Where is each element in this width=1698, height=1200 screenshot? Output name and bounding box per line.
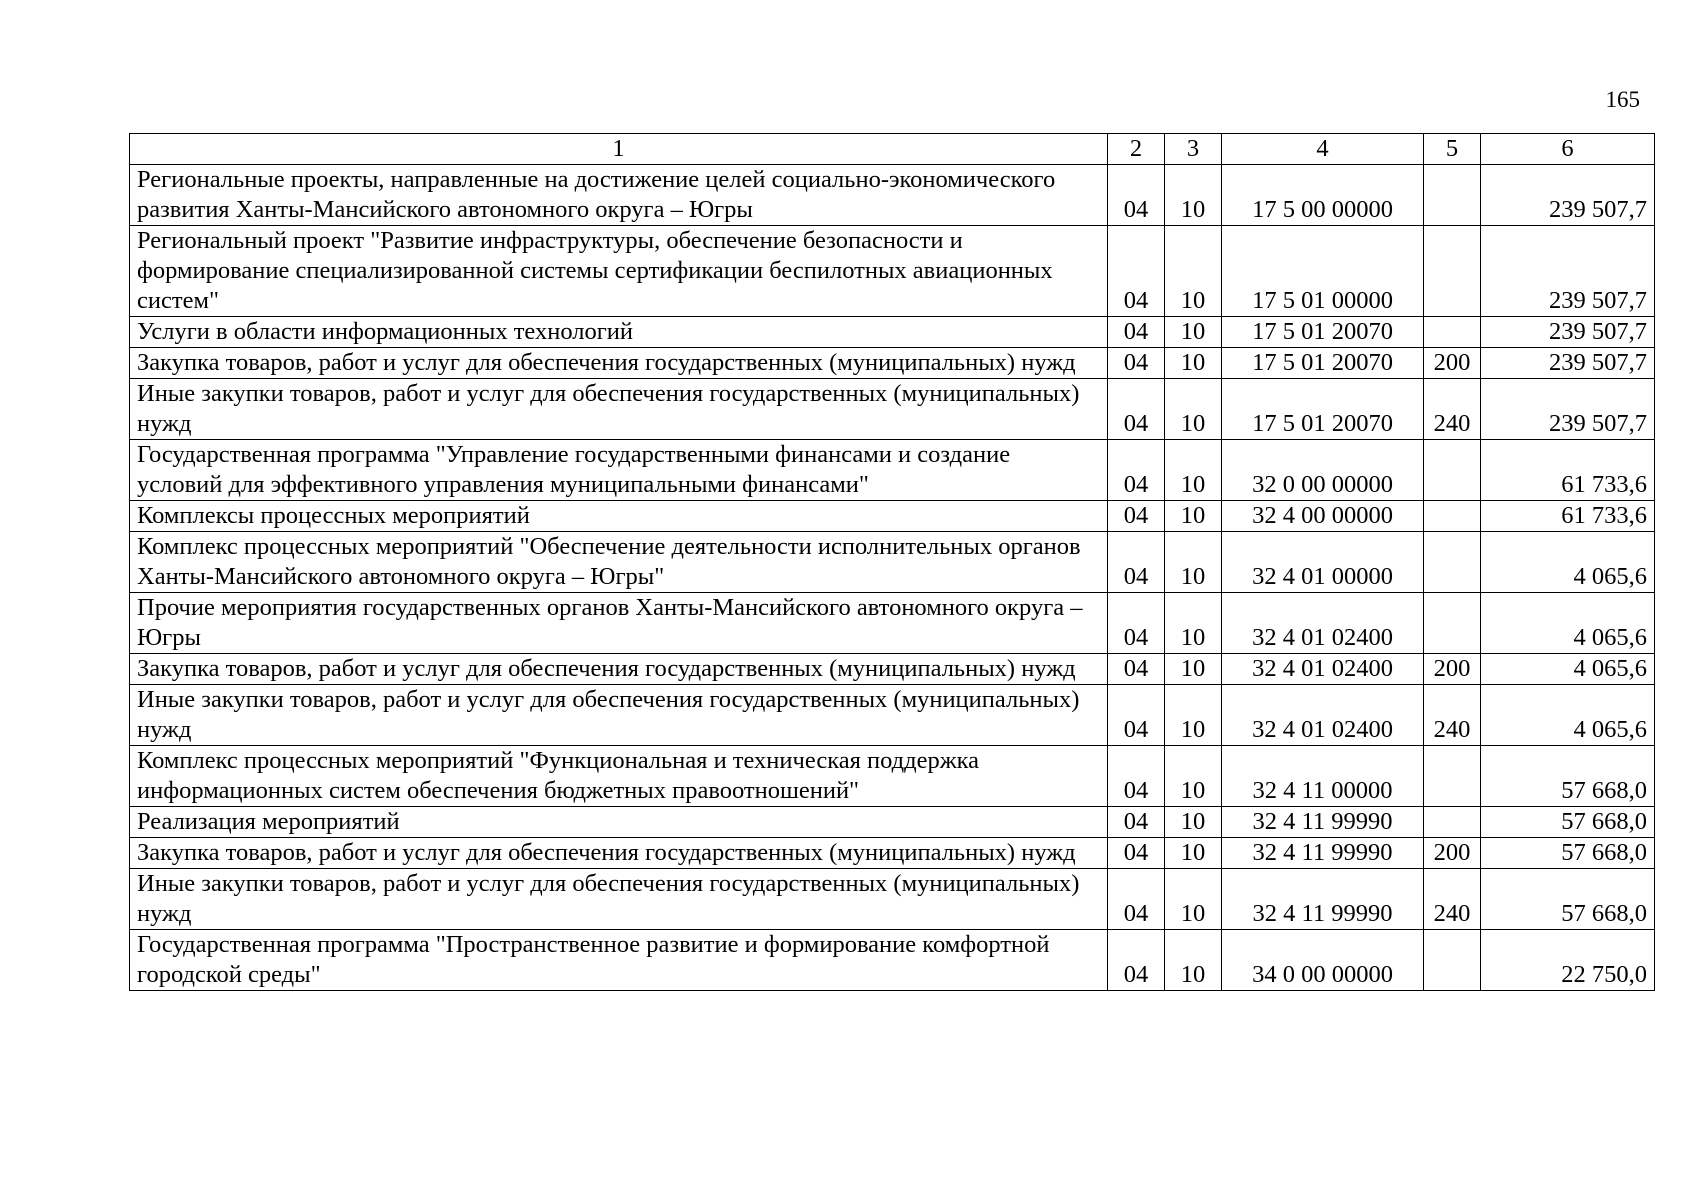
expense-type-code-cell <box>1424 746 1481 807</box>
section-code-cell: 04 <box>1108 440 1165 501</box>
header-cell: 4 <box>1222 134 1424 165</box>
item-name-cell: Государственная программа "Пространственное развитие и формирование комфортной городской среды" <box>130 930 1108 991</box>
item-name-cell: Региональные проекты, направленные на достижение целей социально-экономического развития Ханты-Мансийского автономного округа – Югры <box>130 165 1108 226</box>
target-article-code-cell: 34 0 00 00000 <box>1222 930 1424 991</box>
amount-cell: 4 065,6 <box>1481 685 1655 746</box>
amount-cell: 57 668,0 <box>1481 838 1655 869</box>
header-row <box>130 134 1655 165</box>
item-name-cell: Закупка товаров, работ и услуг для обеспечения государственных (муниципальных) нужд <box>130 654 1108 685</box>
amount-cell: 57 668,0 <box>1481 869 1655 930</box>
subsection-code-cell: 10 <box>1165 532 1222 593</box>
subsection-code-cell: 10 <box>1165 226 1222 317</box>
target-article-code-cell: 32 4 11 99990 <box>1222 807 1424 838</box>
section-code-cell: 04 <box>1108 838 1165 869</box>
amount-cell: 239 507,7 <box>1481 317 1655 348</box>
table-row <box>130 654 1655 685</box>
expense-type-code-cell <box>1424 226 1481 317</box>
target-article-code-cell: 32 4 11 99990 <box>1222 869 1424 930</box>
amount-cell: 239 507,7 <box>1481 348 1655 379</box>
section-code-cell: 04 <box>1108 930 1165 991</box>
target-article-code-cell: 32 4 11 00000 <box>1222 746 1424 807</box>
page-number: 165 <box>1605 87 1640 112</box>
target-article-code-cell: 17 5 01 00000 <box>1222 226 1424 317</box>
subsection-code-cell: 10 <box>1165 807 1222 838</box>
target-article-code-cell: 32 4 01 00000 <box>1222 532 1424 593</box>
table-body <box>130 165 1655 991</box>
expense-type-code-cell <box>1424 317 1481 348</box>
expense-type-code-cell: 200 <box>1424 654 1481 685</box>
header-cell: 6 <box>1481 134 1655 165</box>
section-code-cell: 04 <box>1108 532 1165 593</box>
table-row <box>130 593 1655 654</box>
target-article-code-cell: 32 4 00 00000 <box>1222 501 1424 532</box>
amount-cell: 239 507,7 <box>1481 379 1655 440</box>
subsection-code-cell: 10 <box>1165 348 1222 379</box>
target-article-code-cell: 17 5 00 00000 <box>1222 165 1424 226</box>
table-row <box>130 532 1655 593</box>
expense-type-code-cell <box>1424 532 1481 593</box>
header-cell: 3 <box>1165 134 1222 165</box>
table-row <box>130 930 1655 991</box>
target-article-code-cell: 32 0 00 00000 <box>1222 440 1424 501</box>
expense-type-code-cell <box>1424 593 1481 654</box>
expense-type-code-cell <box>1424 501 1481 532</box>
header-cell: 1 <box>130 134 1108 165</box>
subsection-code-cell: 10 <box>1165 165 1222 226</box>
expense-type-code-cell: 240 <box>1424 685 1481 746</box>
table-row <box>130 838 1655 869</box>
header-cell: 2 <box>1108 134 1165 165</box>
table-row <box>130 501 1655 532</box>
expense-type-code-cell <box>1424 165 1481 226</box>
amount-cell: 22 750,0 <box>1481 930 1655 991</box>
target-article-code-cell: 32 4 11 99990 <box>1222 838 1424 869</box>
subsection-code-cell: 10 <box>1165 379 1222 440</box>
amount-cell: 61 733,6 <box>1481 440 1655 501</box>
subsection-code-cell: 10 <box>1165 685 1222 746</box>
subsection-code-cell: 10 <box>1165 501 1222 532</box>
table-row <box>130 226 1655 317</box>
section-code-cell: 04 <box>1108 654 1165 685</box>
expense-type-code-cell: 200 <box>1424 838 1481 869</box>
target-article-code-cell: 32 4 01 02400 <box>1222 654 1424 685</box>
subsection-code-cell: 10 <box>1165 930 1222 991</box>
expense-type-code-cell: 240 <box>1424 379 1481 440</box>
section-code-cell: 04 <box>1108 807 1165 838</box>
item-name-cell: Реализация мероприятий <box>130 807 1108 838</box>
header-cell: 5 <box>1424 134 1481 165</box>
item-name-cell: Закупка товаров, работ и услуг для обеспечения государственных (муниципальных) нужд <box>130 838 1108 869</box>
expense-type-code-cell <box>1424 807 1481 838</box>
item-name-cell: Иные закупки товаров, работ и услуг для обеспечения государственных (муниципальных) нужд <box>130 869 1108 930</box>
section-code-cell: 04 <box>1108 746 1165 807</box>
item-name-cell: Прочие мероприятия государственных органов Ханты-Мансийского автономного округа – Югры <box>130 593 1108 654</box>
table-row <box>130 348 1655 379</box>
amount-cell: 57 668,0 <box>1481 746 1655 807</box>
amount-cell: 4 065,6 <box>1481 654 1655 685</box>
section-code-cell: 04 <box>1108 226 1165 317</box>
section-code-cell: 04 <box>1108 379 1165 440</box>
subsection-code-cell: 10 <box>1165 654 1222 685</box>
amount-cell: 61 733,6 <box>1481 501 1655 532</box>
item-name-cell: Закупка товаров, работ и услуг для обеспечения государственных (муниципальных) нужд <box>130 348 1108 379</box>
subsection-code-cell: 10 <box>1165 593 1222 654</box>
target-article-code-cell: 32 4 01 02400 <box>1222 685 1424 746</box>
expense-type-code-cell <box>1424 930 1481 991</box>
amount-cell: 239 507,7 <box>1481 165 1655 226</box>
section-code-cell: 04 <box>1108 869 1165 930</box>
table-row <box>130 165 1655 226</box>
section-code-cell: 04 <box>1108 501 1165 532</box>
table-row <box>130 379 1655 440</box>
item-name-cell: Комплекс процессных мероприятий "Обеспечение деятельности исполнительных органов Ханты-Мансийского автономного округа – Югры" <box>130 532 1108 593</box>
section-code-cell: 04 <box>1108 165 1165 226</box>
subsection-code-cell: 10 <box>1165 838 1222 869</box>
item-name-cell: Комплекс процессных мероприятий "Функциональная и техническая поддержка информационных систем обеспечения бюджетных правоотношений" <box>130 746 1108 807</box>
target-article-code-cell: 32 4 01 02400 <box>1222 593 1424 654</box>
amount-cell: 4 065,6 <box>1481 532 1655 593</box>
amount-cell: 57 668,0 <box>1481 807 1655 838</box>
subsection-code-cell: 10 <box>1165 317 1222 348</box>
item-name-cell: Государственная программа "Управление государственными финансами и создание условий для эффективного управления муниципальными финансами" <box>130 440 1108 501</box>
table-row <box>130 807 1655 838</box>
section-code-cell: 04 <box>1108 685 1165 746</box>
target-article-code-cell: 17 5 01 20070 <box>1222 379 1424 440</box>
table-row <box>130 440 1655 501</box>
expense-type-code-cell: 200 <box>1424 348 1481 379</box>
target-article-code-cell: 17 5 01 20070 <box>1222 348 1424 379</box>
section-code-cell: 04 <box>1108 348 1165 379</box>
table-row <box>130 746 1655 807</box>
subsection-code-cell: 10 <box>1165 746 1222 807</box>
section-code-cell: 04 <box>1108 317 1165 348</box>
expense-type-code-cell <box>1424 440 1481 501</box>
item-name-cell: Региональный проект "Развитие инфраструктуры, обеспечение безопасности и формирование специализированной системы сертификации беспилотных авиационных систем" <box>130 226 1108 317</box>
expense-type-code-cell: 240 <box>1424 869 1481 930</box>
table-row <box>130 317 1655 348</box>
item-name-cell: Иные закупки товаров, работ и услуг для обеспечения государственных (муниципальных) нужд <box>130 379 1108 440</box>
item-name-cell: Комплексы процессных мероприятий <box>130 501 1108 532</box>
subsection-code-cell: 10 <box>1165 869 1222 930</box>
amount-cell: 239 507,7 <box>1481 226 1655 317</box>
item-name-cell: Иные закупки товаров, работ и услуг для обеспечения государственных (муниципальных) нужд <box>130 685 1108 746</box>
item-name-cell: Услуги в области информационных технологий <box>130 317 1108 348</box>
target-article-code-cell: 17 5 01 20070 <box>1222 317 1424 348</box>
amount-cell: 4 065,6 <box>1481 593 1655 654</box>
table-row <box>130 685 1655 746</box>
section-code-cell: 04 <box>1108 593 1165 654</box>
subsection-code-cell: 10 <box>1165 440 1222 501</box>
budget-table <box>129 133 1655 991</box>
table-row <box>130 869 1655 930</box>
